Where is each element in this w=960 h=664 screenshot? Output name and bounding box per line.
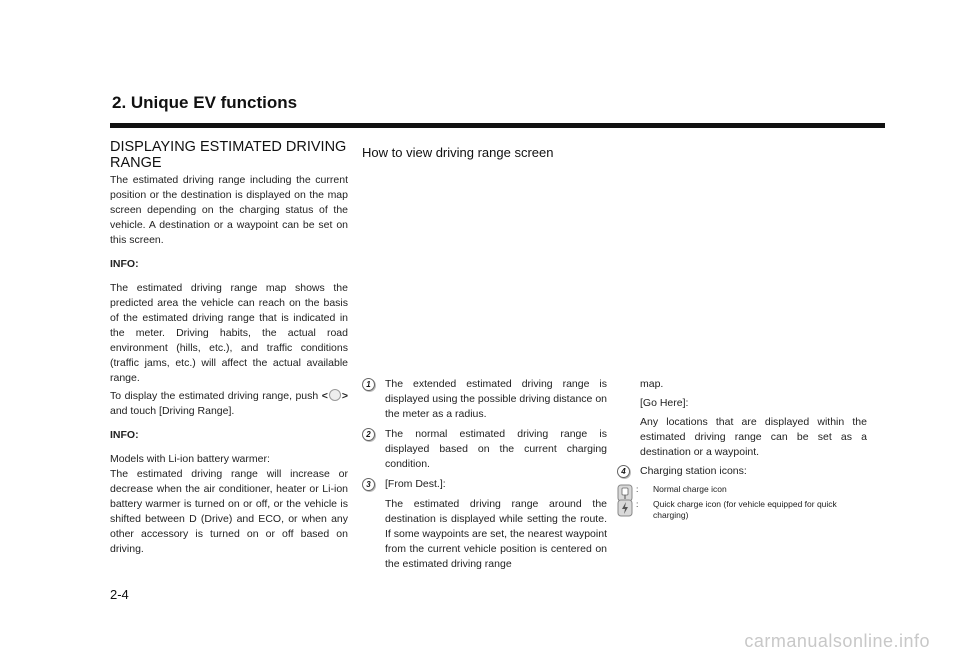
item-label: Charging station icons: (640, 465, 747, 477)
push-bracket-close: > (341, 390, 348, 402)
intro-paragraph: The estimated driving range including the current position or the destination is displayed on the map screen depending on the charging status of the vehicle. A destination or a waypoint can be set on this screen. (110, 174, 348, 246)
models-line: Models with Li-ion battery warmer: (110, 453, 270, 465)
icon-legend-row (617, 484, 867, 495)
item-text: The estimated driving range around the destination is displayed while setting the route. If some waypoints are set, the nearest waypoint from the current vehicle position is centered on the estimated driving range (385, 498, 607, 570)
continued-text: map. (640, 378, 664, 390)
watermark: carmanualsonline.info (744, 631, 930, 651)
list-item (362, 377, 607, 422)
info-label-2: INFO: (110, 429, 139, 441)
chapter-title: 2. Unique EV functions (112, 93, 298, 112)
go-here-label: [Go Here]: (640, 397, 689, 409)
icon-description: Normal charge icon (653, 484, 727, 494)
chapter-rule (110, 123, 885, 128)
item-number-badge: 4 (617, 465, 630, 478)
icon-description: Quick charge icon (for vehicle equipped for quick charging) (653, 499, 837, 520)
push-instruction (110, 389, 348, 419)
info-paragraph: The estimated driving range map shows the predicted area the vehicle can reach on the basis of the estimated driving range that is indicated in the meter. Driving habits, the actual road environment (hills, etc.), and traffic conditions (traffic jams, etc.) will affect the actual available range. (110, 282, 348, 384)
item-text: The extended estimated driving range is displayed using the possible driving distance on the meter as a radius. (385, 378, 607, 420)
subsection-title: How to view driving range screen (362, 145, 554, 160)
quick-charge-icon (617, 499, 633, 517)
list-item (362, 427, 607, 472)
item-number-badge: 2 (362, 428, 375, 441)
info-label: INFO: (110, 258, 139, 270)
middle-column (362, 377, 607, 577)
push-bracket-open: < (321, 390, 328, 402)
right-column (617, 377, 867, 525)
list-item (617, 464, 867, 479)
map-button-icon (329, 389, 341, 401)
push-text-before: To display the estimated driving range, push (110, 390, 322, 402)
item-label: [From Dest.]: (385, 478, 446, 490)
icon-colon: : (636, 484, 639, 494)
item-text: The normal estimated driving range is displayed based on the current charging condition. (385, 428, 607, 470)
list-item (362, 477, 607, 572)
push-text-after: and touch [Driving Range]. (110, 405, 235, 417)
icon-legend-row (617, 499, 867, 521)
go-here-text: Any locations that are displayed within the estimated driving range can be set as a destination or a waypoint. (640, 416, 867, 458)
left-column (110, 173, 348, 560)
info-paragraph-2: The estimated driving range will increase or decrease when the air conditioner, heater or Li-ion battery warmer is turned on or off, or the vehicle is shifted between D (Drive) and ECO, or when any other accessory is turned on or off based on driving. (110, 468, 348, 555)
page-number: 2-4 (110, 587, 129, 602)
icon-colon: : (636, 499, 639, 509)
section-title: DISPLAYING ESTIMATED DRIVING RANGE (110, 139, 347, 171)
item-number-badge: 1 (362, 378, 375, 391)
continued-block (617, 377, 867, 460)
item-number-badge: 3 (362, 478, 375, 491)
